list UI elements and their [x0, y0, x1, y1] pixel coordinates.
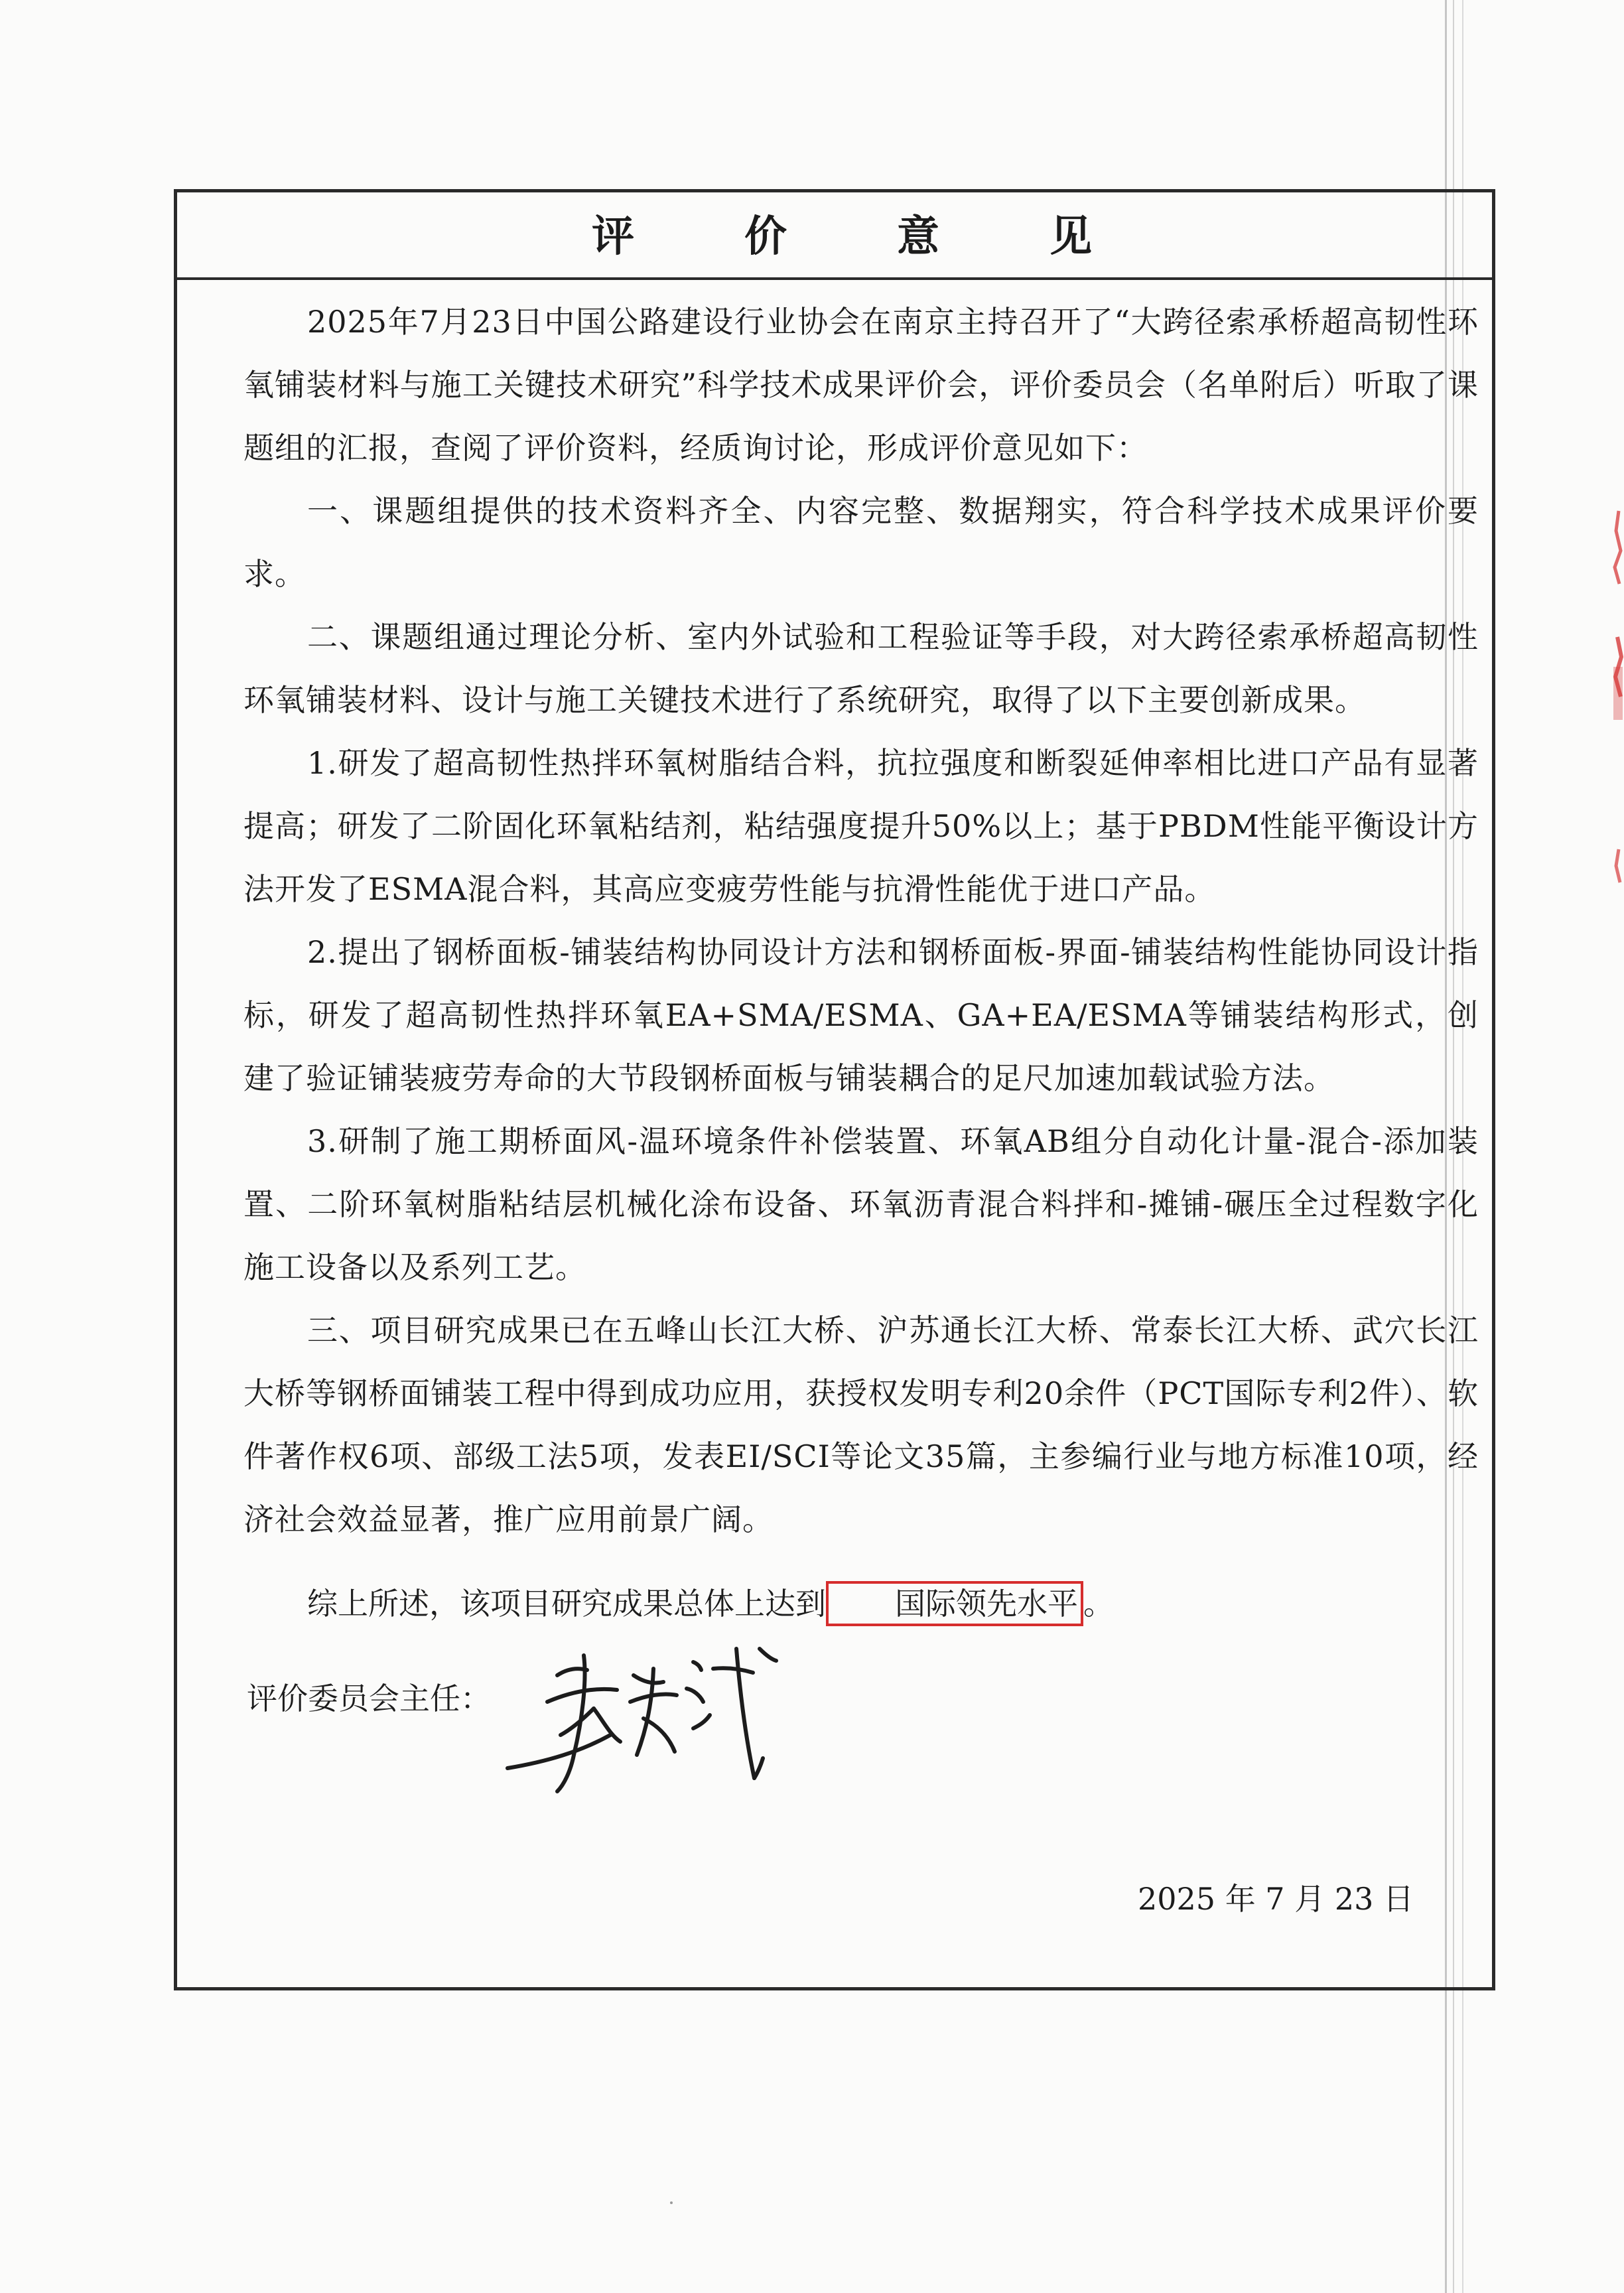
opinion-body: [243, 291, 1479, 1551]
title-char: 评: [592, 212, 634, 261]
highlighted-level: 国际领先水平: [826, 1581, 1083, 1626]
paragraph-innovation-3: 3.研制了施工期桥面风-温环境条件补偿装置、环氧AB组分自动化计量-混合-添加装置、二阶环氧树脂粘结层机械化涂布设备、环氧沥青混合料拌和-摊铺-碾压全过程数字化施工设备以及系列工艺。: [243, 1123, 1479, 1285]
conclusion-text: 综上所述，该项目研究成果总体上达到: [307, 1586, 826, 1622]
evaluation-date: 2025 年 7 月 23 日: [1138, 1881, 1414, 1917]
scan-speck: [670, 2201, 673, 2204]
conclusion-period: 。: [1083, 1586, 1114, 1622]
paragraph-point-2: 二、课题组通过理论分析、室内外试验和工程验证等手段，对大跨径索承桥超高韧性环氧铺装材料、设计与施工关键技术进行了系统研究，取得了以下主要创新成果。: [243, 619, 1479, 718]
chair-signature: [494, 1629, 786, 1801]
conclusion-line: [243, 1572, 1479, 1635]
title-char: 见: [1049, 212, 1092, 261]
paragraph-point-3: 三、项目研究成果已在五峰山长江大桥、沪苏通长江大桥、常泰长江大桥、武穴长江大桥等钢桥面铺装工程中得到成功应用，获授权发明专利20余件（PCT国际专利2件）、软件著作权6项、部级工法5项，发表EI/SCI等论文35篇，主参编行业与地方标准10项，经济社会效益显著，推广应用前景广阔。: [243, 1312, 1479, 1537]
paragraph-point-1: 一、课题组提供的技术资料齐全、内容完整、数据翔实，符合科学技术成果评价要求。: [243, 493, 1479, 592]
paragraph-innovation-1: 1.研发了超高韧性热拌环氧树脂结合料，抗拉强度和断裂延伸率相比进口产品有显著提高；研发了二阶固化环氧粘结剂，粘结强度提升50%以上；基于PBDM性能平衡设计方法开发了ESMA混合料，其高应变疲劳性能与抗滑性能优于进口产品。: [243, 745, 1479, 907]
title-row: [177, 192, 1492, 280]
stamp-edge: [1599, 504, 1624, 889]
title-char: 意: [897, 212, 939, 261]
title-char: 价: [744, 212, 787, 261]
chair-label: 评价委员会主任：: [247, 1681, 491, 1716]
paragraph-innovation-2: 2.提出了钢桥面板-铺装结构协同设计方法和钢桥面板-界面-铺装结构性能协同设计指标，研发了超高韧性热拌环氧EA+SMA/ESMA、GA+EA/ESMA等铺装结构形式，创建了验证铺装疲劳寿命的大节段钢桥面板与铺装耦合的足尺加速加载试验方法。: [243, 934, 1479, 1096]
paragraph-intro: 2025年7月23日中国公路建设行业协会在南京主持召开了“大跨径索承桥超高韧性环氧铺装材料与施工关键技术研究”科学技术成果评价会，评价委员会（名单附后）听取了课题组的汇报，查阅了评价资料，经质询讨论，形成评价意见如下：: [243, 304, 1479, 466]
